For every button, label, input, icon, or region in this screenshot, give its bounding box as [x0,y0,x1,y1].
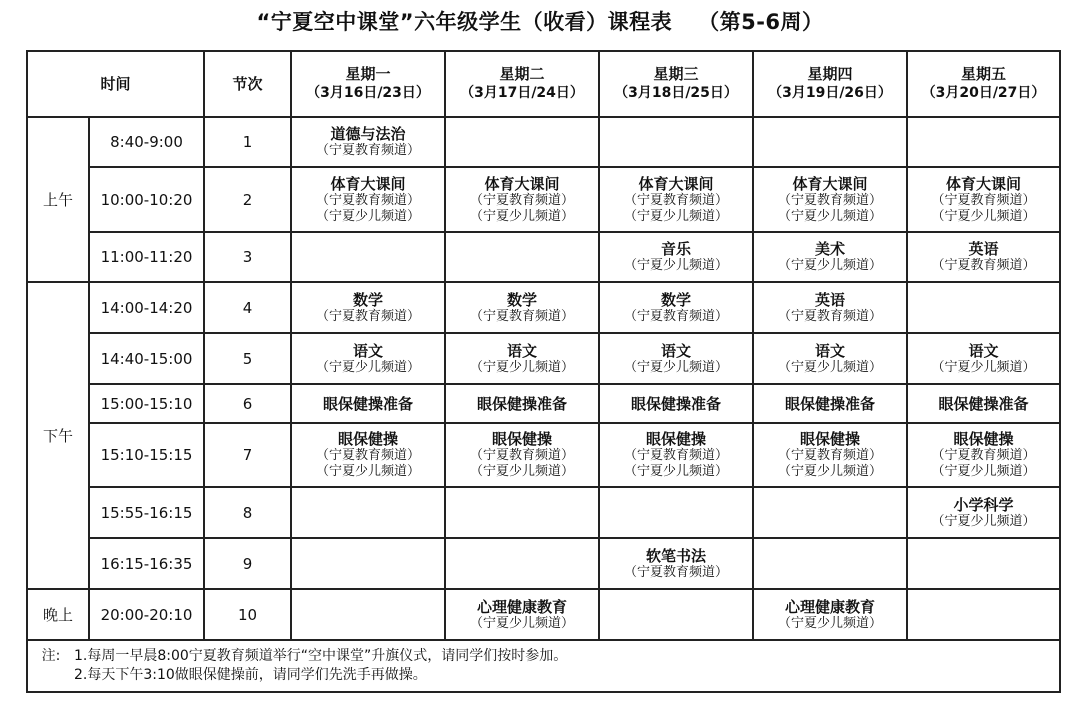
class-cell [445,232,599,282]
class-name: 体育大课间 [484,174,560,193]
class-name: 眼保健操准备 [323,395,414,413]
day-name: 星期五 [961,65,1007,83]
class-name: 数学 [507,290,538,309]
header-time: 时间 [27,51,204,117]
class-cell [907,487,1060,538]
class-cell [753,538,907,589]
channel-name: （宁夏少儿频道） [624,464,729,479]
day-dates: （3月17日/24日） [460,85,584,101]
channel-name: （宁夏教育频道） [624,564,729,580]
channel-name: （宁夏少儿频道） [470,464,575,479]
class-cell [445,282,599,333]
class-name: 软笔书法 [646,546,707,565]
channel-name: （宁夏教育频道） [624,448,729,463]
title-week: （第5-6周） [698,10,824,34]
class-name: 英语 [815,290,846,309]
class-cell [753,333,907,384]
class-cell [753,167,907,232]
class-cell [907,333,1060,384]
channel-name: （宁夏教育频道） [931,448,1036,463]
class-name: 心理健康教育 [477,597,568,616]
schedule-table [26,50,1061,693]
channel-name: （宁夏少儿频道） [470,615,575,631]
class-cell [445,117,599,167]
note-item: 1.每周一早晨8:00宁夏教育频道举行“空中课堂”升旗仪式，请同学们按时参加。 [74,648,568,664]
class-cell [445,167,599,232]
period-number: 3 [204,232,291,282]
time-cell: 16:15-16:35 [89,538,204,589]
class-cell [291,538,445,589]
class-cell [291,282,445,333]
class-cell [445,589,599,640]
header-day-mon [291,51,445,117]
class-name: 眼保健操 [646,430,707,448]
channel-name: （宁夏教育频道） [931,192,1036,208]
channel-name: （宁夏教育频道） [470,308,575,324]
class-cell [599,487,753,538]
class-cell [907,282,1060,333]
class-name: 眼保健操 [338,430,399,448]
class-cell [291,487,445,538]
channel-name: （宁夏少儿频道） [778,359,883,375]
day-name: 星期二 [499,65,545,83]
channel-name: （宁夏教育频道） [316,192,421,208]
class-name: 语文 [507,341,538,360]
class-cell [445,538,599,589]
time-cell: 14:40-15:00 [89,333,204,384]
channel-name: （宁夏教育频道） [470,192,575,208]
channel-name: （宁夏少儿频道） [778,258,883,273]
class-name: 眼保健操准备 [785,395,876,413]
header-row [27,51,1060,117]
channel-name: （宁夏少儿频道） [316,208,421,224]
class-name: 体育大课间 [792,174,868,193]
day-dates: （3月18日/25日） [614,85,738,101]
class-cell [599,282,753,333]
class-cell [599,589,753,640]
channel-name: （宁夏少儿频道） [778,615,883,631]
class-cell [753,232,907,282]
page-title [0,4,1080,40]
table-row [27,167,1060,232]
class-cell [907,423,1060,487]
table-row [27,423,1060,487]
class-cell [599,423,753,487]
class-cell [599,232,753,282]
class-name: 语文 [968,341,999,360]
class-cell [445,333,599,384]
class-cell [907,167,1060,232]
class-name: 语文 [661,341,692,360]
class-name: 英语 [968,240,999,258]
period-evening: 晚上 [27,589,89,640]
class-cell [445,384,599,423]
class-cell [907,538,1060,589]
period-morning: 上午 [27,117,89,282]
channel-name: （宁夏少儿频道） [931,513,1036,529]
class-cell [291,333,445,384]
class-cell [291,384,445,423]
period-number: 9 [204,538,291,589]
channel-name: （宁夏教育频道） [316,308,421,324]
table-row [27,232,1060,282]
class-name: 道德与法治 [330,125,406,143]
channel-name: （宁夏教育频道） [624,308,729,324]
period-number: 1 [204,117,291,167]
header-day-tue [445,51,599,117]
class-name: 眼保健操 [492,430,553,448]
channel-name: （宁夏教育频道） [470,448,575,463]
class-name: 眼保健操 [953,430,1014,448]
day-name: 星期一 [345,65,391,83]
period-number: 7 [204,423,291,487]
header-day-thu [753,51,907,117]
notes-label: 注: [41,648,61,664]
class-cell [291,589,445,640]
channel-name: （宁夏少儿频道） [624,208,729,224]
day-dates: （3月19日/26日） [768,85,892,101]
period-number: 6 [204,384,291,423]
class-cell [753,384,907,423]
class-name: 体育大课间 [638,174,714,193]
channel-name: （宁夏教育频道） [624,192,729,208]
table-row [27,538,1060,589]
class-cell [753,589,907,640]
class-cell [445,487,599,538]
day-name: 星期三 [653,65,699,83]
note-item: 2.每天下午3:10做眼保健操前，请同学们先洗手再做操。 [74,667,427,683]
note-line [28,666,1059,685]
class-name: 数学 [353,290,384,309]
table-row [27,333,1060,384]
channel-name: （宁夏少儿频道） [778,208,883,224]
class-cell [599,117,753,167]
class-name: 眼保健操准备 [477,395,568,413]
channel-name: （宁夏少儿频道） [624,359,729,375]
class-cell [907,589,1060,640]
class-name: 体育大课间 [946,174,1022,193]
class-cell [907,384,1060,423]
period-number: 10 [204,589,291,640]
table-row [27,282,1060,333]
channel-name: （宁夏少儿频道） [931,208,1036,224]
header-day-wed [599,51,753,117]
notes-cell [27,640,1060,692]
class-cell [291,232,445,282]
header-period-no: 节次 [204,51,291,117]
class-cell [753,423,907,487]
class-name: 眼保健操准备 [938,395,1029,413]
channel-name: （宁夏少儿频道） [470,359,575,375]
period-afternoon: 下午 [27,282,89,589]
class-name: 眼保健操 [800,430,861,448]
table-row [27,487,1060,538]
channel-name: （宁夏教育频道） [778,308,883,324]
table-row [27,384,1060,423]
class-cell [907,117,1060,167]
channel-name: （宁夏教育频道） [931,258,1036,273]
class-cell [599,167,753,232]
notes-row [27,640,1060,692]
header-day-fri [907,51,1060,117]
time-cell: 20:00-20:10 [89,589,204,640]
period-number: 2 [204,167,291,232]
period-number: 8 [204,487,291,538]
day-dates: （3月16日/23日） [306,85,430,101]
channel-name: （宁夏教育频道） [316,448,421,463]
table-row [27,117,1060,167]
channel-name: （宁夏少儿频道） [931,359,1036,375]
class-name: 音乐 [661,240,692,258]
class-cell [291,167,445,232]
class-name: 体育大课间 [330,174,406,193]
class-cell [445,423,599,487]
period-number: 4 [204,282,291,333]
class-name: 语文 [353,341,384,360]
channel-name: （宁夏少儿频道） [778,464,883,479]
class-name: 小学科学 [953,495,1014,514]
day-name: 星期四 [807,65,853,83]
channel-name: （宁夏少儿频道） [624,258,729,273]
time-cell: 15:55-16:15 [89,487,204,538]
class-cell [753,117,907,167]
channel-name: （宁夏教育频道） [316,143,421,158]
channel-name: （宁夏少儿频道） [470,208,575,224]
time-cell: 11:00-11:20 [89,232,204,282]
class-name: 语文 [815,341,846,360]
time-cell: 14:00-14:20 [89,282,204,333]
class-cell [599,333,753,384]
time-cell: 15:10-15:15 [89,423,204,487]
note-line [28,647,1059,666]
time-cell: 8:40-9:00 [89,117,204,167]
class-cell [599,538,753,589]
class-cell [291,423,445,487]
channel-name: （宁夏少儿频道） [316,359,421,375]
class-name: 眼保健操准备 [631,395,722,413]
channel-name: （宁夏教育频道） [778,448,883,463]
class-cell [753,282,907,333]
period-number: 5 [204,333,291,384]
class-cell [599,384,753,423]
class-name: 数学 [661,290,692,309]
channel-name: （宁夏少儿频道） [316,464,421,479]
class-name: 美术 [815,240,846,258]
table-row [27,589,1060,640]
class-cell [907,232,1060,282]
class-cell [291,117,445,167]
class-name: 心理健康教育 [785,597,876,616]
channel-name: （宁夏教育频道） [778,192,883,208]
time-cell: 10:00-10:20 [89,167,204,232]
time-cell: 15:00-15:10 [89,384,204,423]
day-dates: （3月20日/27日） [921,85,1046,101]
class-cell [753,487,907,538]
title-main: “宁夏空中课堂”六年级学生（收看）课程表 [256,10,673,34]
channel-name: （宁夏少儿频道） [931,464,1036,479]
